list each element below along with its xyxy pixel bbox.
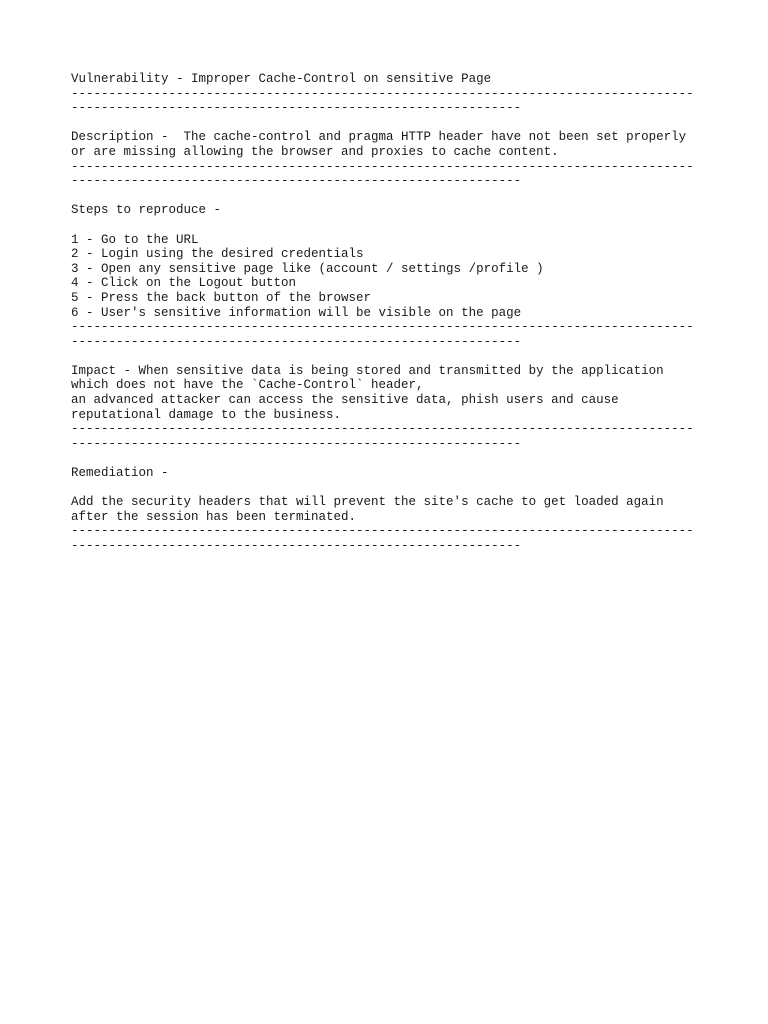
text-line: 6 - User's sensitive information will be visible on the page: [71, 305, 522, 320]
text-line: 2 - Login using the desired credentials: [71, 247, 364, 262]
text-line: 3 - Open any sensitive page like (account / settings /profile ): [71, 261, 544, 276]
blank-line: [71, 349, 721, 364]
blank-line: [71, 481, 721, 496]
separator-line: ------------------------------------------------------------: [71, 334, 522, 349]
separator-line: ------------------------------------------------------------: [71, 539, 522, 553]
separator-line: -----------------------------------------------------------------------------------: [71, 320, 694, 335]
text-line: Steps to reproduce -: [71, 203, 222, 218]
text-line: which does not have the `Cache-Control` header,: [71, 378, 424, 393]
text-line: Remediation -: [71, 466, 169, 481]
text-line: Vulnerability - Improper Cache-Control on sensitive Page: [71, 72, 492, 86]
text-line: after the session has been terminated.: [71, 509, 357, 524]
text-line: an advanced attacker can access the sensitive data, phish users and cause: [71, 393, 619, 408]
text-line: reputational damage to the business.: [71, 407, 342, 422]
text-line: 1 - Go to the URL: [71, 232, 199, 247]
text-line: Add the security headers that will prevent the site's cache to get loaded again: [71, 495, 664, 510]
separator-line: ------------------------------------------------------------: [71, 101, 522, 116]
text-line: 4 - Click on the Logout button: [71, 276, 297, 291]
text-line: 5 - Press the back button of the browser: [71, 290, 372, 305]
text-line: Description - The cache-control and pragma HTTP header have not been set properly: [71, 130, 687, 145]
blank-line: [71, 451, 721, 466]
text-line: or are missing allowing the browser and proxies to cache content.: [71, 144, 559, 159]
separator-line: -----------------------------------------------------------------------------------: [71, 524, 694, 539]
blank-line: [71, 189, 721, 204]
separator-line: -----------------------------------------------------------------------------------: [71, 86, 694, 101]
separator-line: ------------------------------------------------------------: [71, 436, 522, 451]
separator-line: ------------------------------------------------------------: [71, 174, 522, 189]
separator-line: -----------------------------------------------------------------------------------: [71, 422, 694, 437]
blank-line: [71, 218, 721, 233]
separator-line: -----------------------------------------------------------------------------------: [71, 159, 694, 174]
document-page: [71, 72, 721, 554]
text-line: Impact - When sensitive data is being stored and transmitted by the application: [71, 363, 664, 378]
blank-line: [71, 116, 721, 131]
